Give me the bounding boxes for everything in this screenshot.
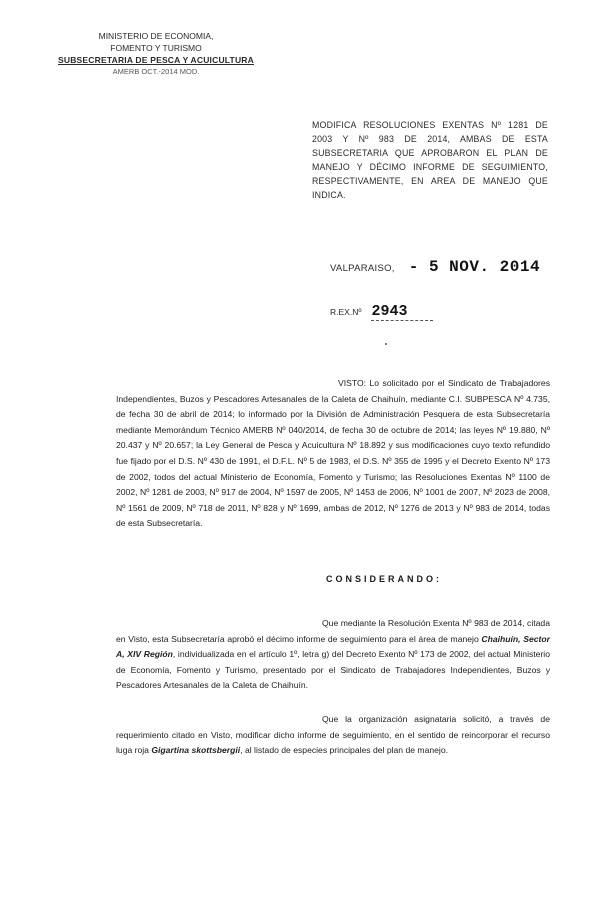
- considerando-heading: CONSIDERANDO:: [326, 574, 443, 584]
- ministry-header: [56, 30, 256, 78]
- ministry-name: MINISTERIO DE ECONOMIA,: [98, 31, 214, 41]
- document-reference: AMERB OCT.-2014 MOD.: [112, 67, 200, 76]
- visto-text: Lo solicitado por el Sindicato de Trabajadores Independientes, Buzos y Pescadores Artesanales de la Caleta de Chaihuín, mediante C.I. SUBPESCA Nº 4.735, de fecha 30 de abril de 2014; lo informado por la División de Administración Pesquera de esta Subsecretaría mediante Memorándum Técnico AMERB Nº 040/2014, de fecha 30 de octubre de 2014; las leyes Nº 19.880, Nº 20.437 y Nº 20.657; la Ley General de Pesca y Acuicultura Nº 18.892 y sus modificaciones cuyo texto refundido fue fijado por el D.S. Nº 430 de 1991, el D.F.L. Nº 5 de 1983, el D.S. Nº 355 de 1995 y el Decreto Exento Nº 173 de 2002, todos del actual Ministerio de Economía, Fomento y Turismo; las Resoluciones Exentas Nº 1100 de 2002, Nº 1281 de 2003, Nº 917 de 2004, Nº 1597 de 2005, Nº 1453 de 2006, Nº 1001 de 2007, Nº 2023 de 2008, Nº 1561 de 2009, Nº 718 de 2011, Nº 828 y Nº 1699, ambas de 2012, Nº 1276 de 2013 y Nº 983 de 2014, todas de esta Subsecretaría.: [116, 378, 550, 529]
- stray-mark: [385, 343, 387, 345]
- visto-label: VISTO:: [338, 378, 367, 388]
- p1-text-c: , individualizada en el artículo 1º, letra g) del Decreto Exento Nº 173 de 2002, del actual Ministerio de Economía, Fomento y Turismo, presentado por el Sindicato de Trabajadores Independientes, Buzos y Pescadores Artesanales de la Caleta de Chaihuín.: [116, 649, 550, 691]
- ministry-subtitle: FOMENTO Y TURISMO: [110, 43, 202, 53]
- visto-paragraph: [116, 376, 550, 532]
- city-label: VALPARAISO,: [330, 263, 395, 274]
- resolution-number: 2943: [371, 303, 433, 321]
- p1-area-name: Chaihuín, Sector A, XIV Región: [116, 633, 550, 660]
- date-stamp: - 5 NOV. 2014: [408, 258, 541, 276]
- considerando-paragraph-2: [116, 712, 550, 759]
- p1-text-a: Que mediante la Resolución Exenta Nº 983 de 2014, citada en Visto, esta Subsecretaría aprobó el décimo informe de seguimiento para el área de manejo: [116, 618, 550, 644]
- considerando-paragraph-1: [116, 616, 550, 694]
- p2-text-c: , al listado de especies principales del plan de manejo.: [240, 745, 448, 756]
- p2-species-name: Gigartina skottsbergii: [151, 745, 241, 756]
- resolution-summary: MODIFICA RESOLUCIONES EXENTAS Nº 1281 DE 2003 Y Nº 983 DE 2014, AMBAS DE ESTA SUBSECRETARIA QUE APROBARON EL PLAN DE MANEJO Y DÉCIMO INFORME DE SEGUIMIENTO, RESPECTIVAMENTE, EN AREA DE MANEJO QUE INDICA.: [312, 120, 548, 200]
- p2-text-a: Que la organización asignataria solicitó, a través de requerimiento citado en Visto, modificar dicho informe de seguimiento, en el sentido de reincorporar el recurso luga roja: [116, 714, 550, 756]
- place-date: [330, 258, 540, 276]
- subsecretaria-name: SUBSECRETARIA DE PESCA Y ACUICULTURA: [58, 55, 254, 65]
- resolution-label: R.EX.Nº: [330, 307, 362, 317]
- resolution-number-row: [330, 303, 433, 321]
